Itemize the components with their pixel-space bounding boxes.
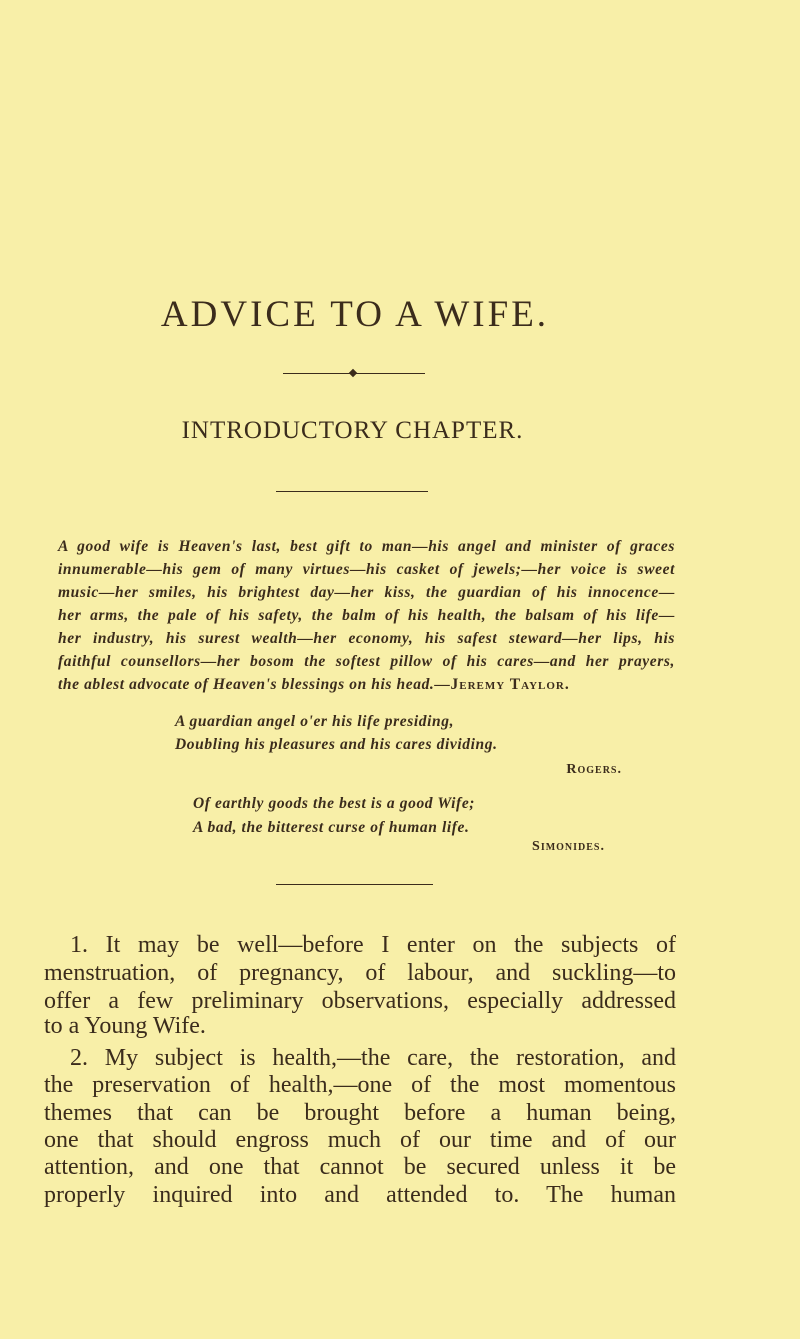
body-line: properly inquired into and attended to. The human <box>44 1182 676 1208</box>
poem-line: A bad, the bitterest curse of human life. <box>193 819 470 836</box>
body-line: one that should engross much of our time and of our <box>44 1127 676 1153</box>
epigraph-author: Simonides. <box>532 839 605 854</box>
epigraph-line-text: the ablest advocate of Heaven's blessings on his head.— <box>58 676 451 693</box>
epigraph-line: music—her smiles, his brightest day—her kiss, the guardian of his innocence— <box>58 584 675 601</box>
epigraph-line: her industry, his surest wealth—her economy, his safest steward—her lips, his <box>58 630 675 647</box>
body-line: to a Young Wife. <box>44 1013 206 1039</box>
poem-line: A guardian angel o'er his life presiding, <box>175 713 455 730</box>
body-line: 1. It may be well—before I enter on the subjects of <box>70 932 676 958</box>
chapter-title: INTRODUCTORY CHAPTER. <box>181 417 524 444</box>
body-line: 2. My subject is health,—the care, the restoration, and <box>70 1045 676 1071</box>
ornament-diamond-icon <box>349 369 357 377</box>
poem-line: Doubling his pleasures and his cares dividing. <box>175 736 498 753</box>
body-line: menstruation, of pregnancy, of labour, and suckling—to <box>44 960 676 986</box>
body-line: themes that can be brought before a human being, <box>44 1100 676 1126</box>
book-title: ADVICE TO A WIFE. <box>160 294 550 335</box>
body-line: attention, and one that cannot be secured unless it be <box>44 1154 676 1180</box>
epigraph-author: Jeremy Taylor. <box>450 676 570 693</box>
body-line: offer a few preliminary observations, especially addressed <box>44 988 676 1014</box>
body-line: the preservation of health,—one of the most momentous <box>44 1072 676 1098</box>
epigraph-line: innumerable—his gem of many virtues—his casket of jewels;—her voice is sweet <box>58 561 675 578</box>
epigraph-line <box>58 674 675 696</box>
epigraph-line: A good wife is Heaven's last, best gift to man—his angel and minister of graces <box>58 538 675 555</box>
epigraph-author: Rogers. <box>566 762 622 777</box>
epigraph-line: her arms, the pale of his safety, the balm of his health, the balsam of his life— <box>58 607 675 624</box>
epigraph-line: faithful counsellors—her bosom the softest pillow of his cares—and her prayers, <box>58 653 675 670</box>
divider-rule <box>276 491 428 492</box>
divider-rule <box>276 884 433 885</box>
poem-line: Of earthly goods the best is a good Wife; <box>193 795 476 812</box>
